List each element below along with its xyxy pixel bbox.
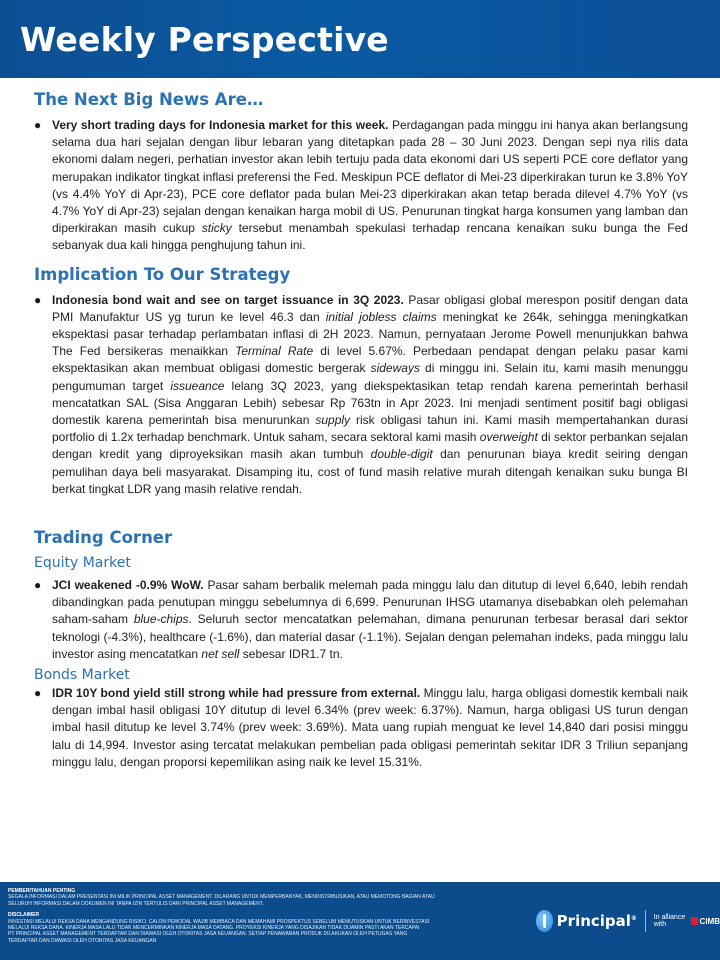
page-header <box>0 0 720 78</box>
subsection-title-equity: Equity Market <box>34 555 131 572</box>
main-content <box>34 90 688 771</box>
notice-line: SEGALA INFORMASI DALAM PRESENTASI INI MILIK PRINCIPAL ASSET MANAGEMENT. DILARANG UNTUK MEMPERBANYAK, MENDISTRIBUSIKAN, ATAU MEMOTONG BAGIAN ATAU <box>8 894 435 901</box>
bullet-item: ● Indonesia bond wait and see on target issuance in 3Q 2023. Pasar obligasi global merespon positif dengan data PMI Manufaktur US yg turun ke level 46.3 dan initial jobless claims meningkat ke 264k, sehingga meningkatkan ekspektasi pasar terhadap perlambatan inflasi di 2H 2023. Namun, pernyataan Jerome Powell menunjukkan bahwa The Fed bersikeras menaikkan Terminal Rate di level 5.67%. Perbedaan pendapat dengan pelaku pasar kami ekspektasikan akan membuat obligasi domestic bergerak sideways di minggu ini. Selain itu, kami masih menunggu pengumuman target issueance lelang 3Q 2023, yang diekspektasikan tetap rendah karena pemerintah berhasil mencatatkan SAL (Sisa Anggaran Lebih) sebesar Rp 763tn in Apr 2023. Ini menjadi sentiment positif bagi obligasi domestik karena pemerintah bisa menurunkan supply risk obligasi tahun ini. Kami masih mempertahankan durasi portfolio di 1.2x terhadap benchmark. Untuk saham, secara sektoral kami masih overweight di sektor perbankan sejalan dengan kredit yang diproyeksikan masih akan tumbuh double-digit dan penurunan biaya kredit seiring dengan pemulihan daya beli masyarakat. Disamping itu, cost of fund masih relative murah ditengah kenaikan suku bunga BI berkat tingkat LDR yang masih relative rendah. <box>34 292 688 496</box>
notice-title: PEMBERITAHUAN PENTING <box>8 888 76 894</box>
bullet-item: ● Very short trading days for Indonesia market for this week. Perdagangan pada minggu ini hanya akan berlangsung selama dua hari sejalan dengan libur lebaran yang ditetapkan pada 28 – 30 Juni 2023. Dengan sepi nya rilis data ekonomi dalam negeri, perhatian investor akan lebih tertuju pada data ekonomi dari US seperti PCE core deflator yang merupakan indikator tingkat inflasi preferensi the Fed. Meskipun PCE deflator di Mei-23 diperkirakan turun ke 3.8% YoY (vs 4.4% YoY di Apr-23), PCE core deflator pada bulan Mei-23 diperkirakan akan tetap berada dilevel 4.7% YoY (vs 4.7% YoY di Apr-23) sejalan dengan kenaikan harga mobil di US. Penurunan tingkat harga konsumen yang lamban dan diperkirakan masih cukup sticky tersebut menambah spekulasi terhadap rencana kenaikan suku bunga the Fed sebanyak dua kali hingga penghujung tahun ini. <box>34 118 688 253</box>
emphasis-text: initial jobless claims <box>325 309 437 324</box>
partner-name: CIMB <box>699 916 720 926</box>
disclaimer-line: PT PRINCIPAL ASSET MANAGEMENT TERDAFTAR DAN DIAWASI OLEH OTORITAS JASA KEUANGAN. SETIAP PENAWARAN PRODUK DILAKUKAN OLEH PETUGAS YANG <box>8 931 408 938</box>
bullet-lead: Very short trading days for Indonesia market for this week. <box>52 118 389 132</box>
notice-line: SELURUH INFORMASI DALAM DOKUMEN INI TANPA IZIN TERTULIS DARI PRINCIPAL ASSET MANAGEMENT. <box>8 900 264 907</box>
emphasis-text: issueance <box>170 378 225 393</box>
section-title: The Next Big News Are… <box>34 90 264 109</box>
disclaimer-line: MELALUI REKSA DANA. KINERJA MASA LALU TIDAK MENCERMINKAN KINERJA MASA DATANG. PROYEKSI KINERJA YANG DISAJIKAN TIDAK DIJAMIN PASTI AKAN TERCAPAI <box>8 925 420 932</box>
bullet-lead: Indonesia bond wait and see on target issuance in 3Q 2023. <box>52 292 404 307</box>
emphasis-text: sticky <box>201 221 232 236</box>
section-trading-corner <box>34 528 688 771</box>
section-implication-strategy <box>34 265 688 498</box>
emphasis-text: sideways <box>370 361 420 376</box>
section-title: Trading Corner <box>34 528 173 548</box>
bullet-lead: JCI weakened -0.9% WoW. <box>52 578 204 593</box>
bullet-icon: ● <box>34 292 42 307</box>
cimb-logo-icon <box>691 917 697 925</box>
principal-logo-icon <box>536 910 553 932</box>
bullet-lead: IDR 10Y bond yield still strong while had pressure from external. <box>52 686 421 701</box>
page-title: Weekly Perspective <box>20 20 389 59</box>
bullet-item: ● IDR 10Y bond yield still strong while had pressure from external. Minggu lalu, harga obligasi domestik kembali naik dengan imbal hasil obligasi 10Y ditutup di level 6.34% (prev week: 6.37%). Namun, harga obligasi US turun dengan imbal hasil ditutup ke level 3.74% (prev week: 3.69%). Mata uang rupiah menguat ke level 14,840 dari posisi minggu lalu di 14,994. Investor asing tercatat melakukan pembelian pada obligasi pemerintah sekitar IDR 3 Triliun sepanjang minggu lalu, dengan proporsi kepemilikan asing naik ke level 15.31%. <box>34 686 688 769</box>
subsection-title-bonds: Bonds Market <box>34 667 130 684</box>
disclaimer-line: TERDAFTAR DAN DIAWASI OLEH OTORITAS JASA KEUANGAN <box>8 937 157 944</box>
bullet-item: ● JCI weakened -0.9% WoW. Pasar saham berbalik melemah pada minggu lalu dan ditutup di level 6,640, lebih rendah dibandingkan pada penutupan minggu sebelumnya di 6,699. Penurunan IHSG utamanya disebabkan oleh pelemahan saham-saham blue-chips. Seluruh sector mencatatkan pelemahan, dimana penurunan terbesar berasal dari sektor teknologi (-4.3%), healthcare (-1.6%), dan material dasar (-1.1%). Sejalan dengan pelemahan indeks, pada minggu lalu investor asing mencatatkan net sell sebesar IDR1.7 tn. <box>34 578 689 661</box>
bullet-icon: ● <box>34 686 42 701</box>
emphasis-text: net sell <box>201 646 240 661</box>
bullet-icon: ● <box>34 118 42 132</box>
disclaimer-line: INVESTASI MELALUI REKSA DANA MENGANDUNG RISIKO. CALON PEMODAL WAJIB MEMBACA DAN MEMAHAMI PROSPEKTUS SEBELUM MEMUTUSKAN UNTUK BERINVESTASI <box>8 918 430 925</box>
alliance-text: In alliance with <box>653 914 686 928</box>
bullet-icon: ● <box>34 578 42 593</box>
emphasis-text: supply <box>315 413 351 428</box>
section-next-big-news <box>34 90 688 255</box>
section-title: Implication To Our Strategy <box>34 264 291 284</box>
emphasis-text: overweight <box>479 430 538 445</box>
page-footer <box>0 882 720 960</box>
disclaimer-title: DISCLAIMER <box>8 912 40 919</box>
footer-disclaimer <box>8 888 528 944</box>
brand-name: Principal® <box>556 912 637 930</box>
emphasis-text: Terminal Rate <box>235 344 314 359</box>
emphasis-text: double-digit <box>370 447 433 462</box>
emphasis-text: blue-chips <box>133 612 189 627</box>
brand-divider <box>645 910 646 932</box>
brand-logo <box>536 908 720 934</box>
